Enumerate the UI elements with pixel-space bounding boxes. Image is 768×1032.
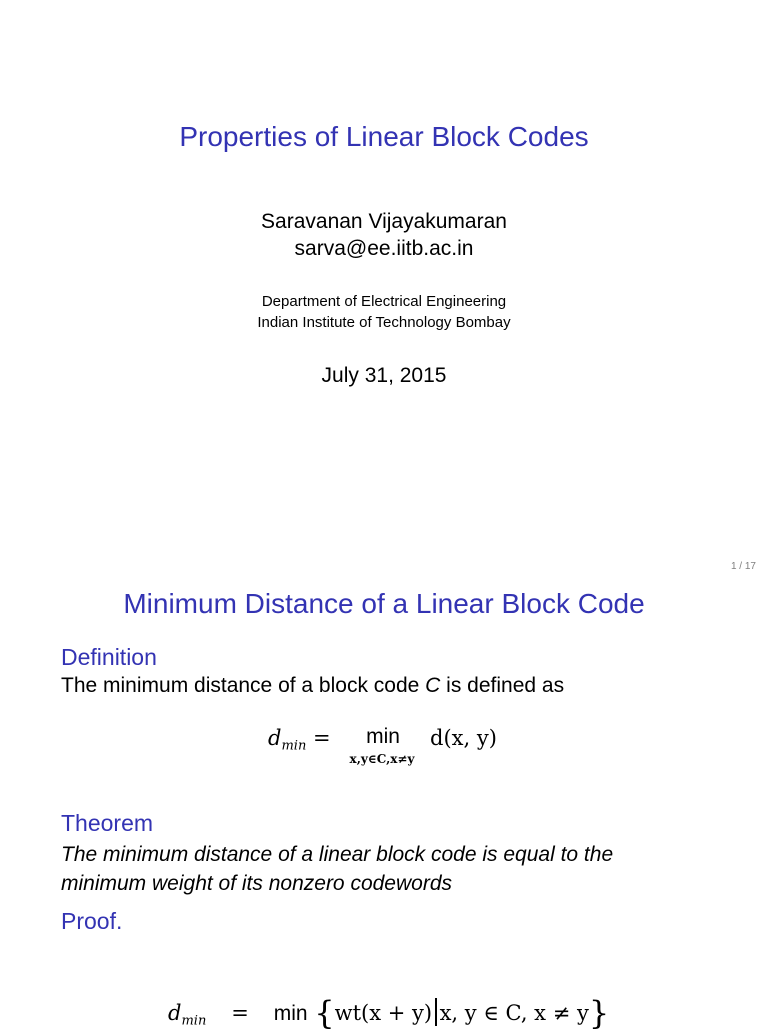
definition-text-before: The minimum distance of a block code (61, 674, 426, 697)
eq1-min-subscript: x,y∈C,x≠y (349, 752, 415, 766)
definition-text (61, 674, 564, 698)
department: Department of Electrical Engineering (261, 293, 507, 310)
institute: Indian Institute of Technology Bombay (257, 314, 511, 331)
eq2-inner-right: x, y ∈ C, x ≠ y (439, 1001, 589, 1026)
such-that-bar (435, 998, 437, 1026)
eq2-lhs-d: d (168, 1001, 182, 1026)
eq1-lhs-sub: min (281, 738, 307, 754)
theorem-line-1: The minimum distance of a linear block code is equal to the (61, 843, 614, 866)
theorem-text (61, 840, 613, 898)
slide1-title: Properties of Linear Block Codes (179, 121, 589, 152)
eq1-lhs-d: d (268, 726, 282, 750)
theorem-line-2: minimum weight of its nonzero codewords (61, 872, 453, 895)
eq2-lhs-sub: min (181, 1013, 207, 1029)
code-symbol: C (425, 674, 441, 697)
eq2-inner-left: wt(x + y) (334, 1001, 433, 1026)
left-brace: { (314, 994, 335, 1032)
eq2-min-operator: min (273, 1002, 308, 1026)
author-email: sarva@ee.iitb.ac.in (294, 237, 474, 260)
author-name: Saravanan Vijayakumaran (261, 210, 507, 233)
definition-heading: Definition (61, 644, 157, 670)
eq1-rhs: d(x, y) (430, 726, 497, 750)
right-brace: } (588, 994, 610, 1032)
equation-dmin-definition (268, 726, 331, 754)
eq2-equals: = (231, 1001, 249, 1026)
eq1-min-operator: min (366, 725, 400, 748)
proof-heading: Proof. (61, 908, 123, 934)
page-number: 1 / 17 (730, 561, 756, 572)
eq1-equals: = (306, 726, 331, 750)
equation-proof (168, 994, 609, 1032)
presentation-date: July 31, 2015 (321, 364, 447, 387)
slide2-title: Minimum Distance of a Linear Block Code (123, 588, 645, 619)
theorem-heading: Theorem (61, 810, 154, 836)
definition-text-after: is defined as (440, 674, 565, 697)
